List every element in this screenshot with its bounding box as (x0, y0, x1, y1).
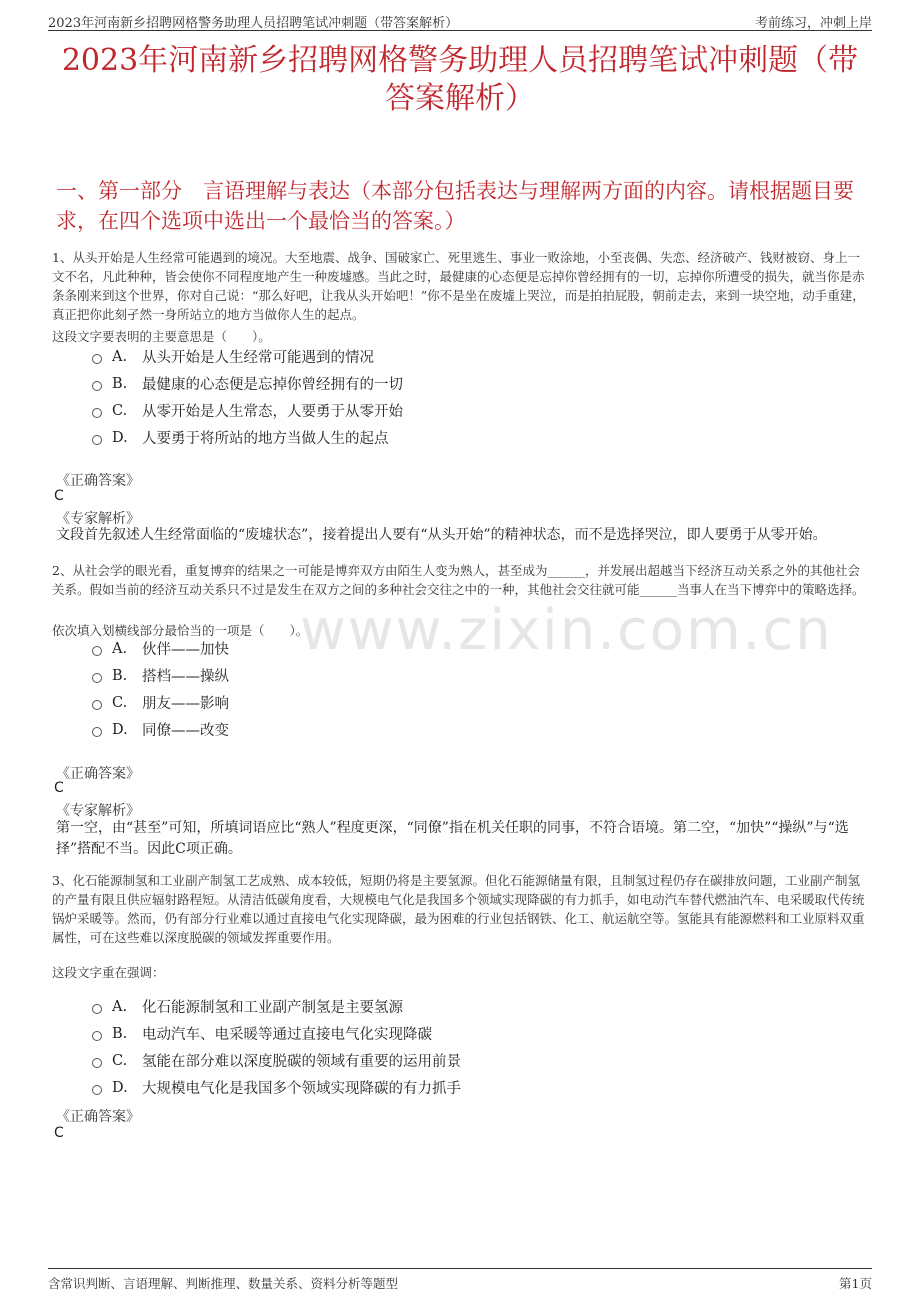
question-2-option-a[interactable]: A. 伙伴——加快 (92, 635, 229, 662)
question-2-analysis-label: 《专家解析》 (56, 803, 140, 819)
question-2-text: 2、从社会学的眼光看，重复博弈的结果之一可能是博弈双方由陌生人变为熟人，甚至成为______，并发展出超越当下经济互动关系之外的其他社会关系。假如当前的经济互动关系只不过是发生在双方之间的多种社会交往之中的一种，其他社会交往就可能______当事人在当下博弈中的策略选择。 (52, 563, 865, 597)
radio-icon[interactable] (92, 700, 102, 710)
page-header (48, 8, 872, 31)
question-3-option-c[interactable]: C. 氢能在部分难以深度脱碳的领域有重要的运用前景 (92, 1047, 461, 1074)
question-1-option-d[interactable]: D. 人要勇于将所站的地方当做人生的起点 (92, 424, 403, 451)
radio-icon[interactable] (92, 1031, 102, 1041)
question-1-answer: C (54, 488, 64, 504)
question-2-stem: 依次填入划横线部分最恰当的一项是（ ）。 (52, 623, 309, 638)
question-1-option-b[interactable]: B. 最健康的心态便是忘掉你曾经拥有的一切 (92, 370, 403, 397)
question-2-options (92, 635, 229, 743)
radio-icon[interactable] (92, 727, 102, 737)
question-3-option-a[interactable]: A. 化石能源制氢和工业副产制氢是主要氢源 (92, 993, 461, 1020)
question-1-option-a[interactable]: A. 从头开始是人生经常可能遇到的情况 (92, 343, 403, 370)
page-footer (48, 1268, 872, 1293)
header-slogan: 考前练习，冲刺上岸 (754, 16, 872, 31)
question-1-analysis-label: 《专家解析》 (56, 511, 140, 527)
page-number: 第1页 (839, 1276, 872, 1291)
document-title: 2023年河南新乡招聘网格警务助理人员招聘笔试冲刺题（带答案解析） (61, 43, 859, 116)
watermark: www.zixin.com.cn (300, 598, 833, 663)
question-2-option-b[interactable]: B. 搭档——操纵 (92, 662, 229, 689)
header-doc-title: 2023年河南新乡招聘网格警务助理人员招聘笔试冲刺题（带答案解析） (48, 16, 459, 31)
question-1-options (92, 343, 403, 451)
question-3-answer: C (54, 1125, 64, 1141)
section-heading: 一、第一部分 言语理解与表达（本部分包括表达与理解两方面的内容。请根据题目要求，在四个选项中选出一个最恰当的答案。） (56, 179, 854, 233)
question-2-option-c[interactable]: C. 朋友——影响 (92, 689, 229, 716)
radio-icon[interactable] (92, 381, 102, 391)
radio-icon[interactable] (92, 1085, 102, 1095)
question-3-option-d[interactable]: D. 大规模电气化是我国多个领域实现降碳的有力抓手 (92, 1074, 461, 1101)
question-3-answer-label: 《正确答案》 (56, 1109, 140, 1125)
question-3-option-b[interactable]: B. 电动汽车、电采暖等通过直接电气化实现降碳 (92, 1020, 461, 1047)
question-1-analysis: 文段首先叙述人生经常面临的“废墟状态”，接着提出人要有“从头开始”的精神状态，而不是选择哭泣，即人要勇于从零开始。 (56, 527, 827, 543)
question-3-text: 3、化石能源制氢和工业副产制氢工艺成熟、成本较低，短期仍将是主要氢源。但化石能源储量有限，且制氢过程仍存在碳排放问题，工业副产制氢的产量有限且供应辐射路程短。从清洁低碳角度看，大规模电气化是我国多个领域实现降碳的有力抓手，如电动汽车替代燃油汽车、电采暖取代传统锅炉采暖等。然而，仍有部分行业难以通过直接电气化实现降碳，最为困难的行业包括钢铁、化工、航运航空等。氢能具有能源燃料和工业原料双重属性，可在这些难以深度脱碳的领域发挥重要作用。 (52, 873, 865, 945)
question-2-answer-label: 《正确答案》 (56, 766, 140, 782)
question-2-answer: C (54, 780, 64, 796)
radio-icon[interactable] (92, 646, 102, 656)
radio-icon[interactable] (92, 1058, 102, 1068)
footer-note: 含常识判断、言语理解、判断推理、数量关系、资料分析等题型 (48, 1276, 399, 1291)
question-1-stem: 这段文字要表明的主要意思是（ ）。 (52, 329, 271, 344)
question-1-text: 1、从头开始是人生经常可能遇到的境况。大至地震、战争、国破家亡、死里逃生、事业一败涂地，小至丧偶、失恋、经济破产、钱财被窃、身上一文不名，凡此种种，皆会使你不同程度地产生一种废墟感。当此之时，最健康的心态便是忘掉你曾经拥有的一切，忘掉你所遭受的损失，就当你是赤条条刚来到这个世界，你对自己说：“那么好吧，让我从头开始吧！”你不是坐在废墟上哭泣，而是拍拍屁股，朝前走去，来到一块空地，动手重建，真正把你此刻孑然一身所站立的地方当做你人生的起点。 (52, 250, 865, 322)
question-1-answer-label: 《正确答案》 (56, 473, 140, 489)
question-3-stem: 这段文字重在强调： (52, 965, 165, 980)
radio-icon[interactable] (92, 435, 102, 445)
question-2-analysis: 第一空，由“甚至”可知，所填词语应比“熟人”程度更深，“同僚”指在机关任职的同事，不符合语境。第二空，“加快”“操纵”与“选择”搭配不当。因此C项正确。 (56, 820, 849, 857)
radio-icon[interactable] (92, 673, 102, 683)
question-1-option-c[interactable]: C. 从零开始是人生常态，人要勇于从零开始 (92, 397, 403, 424)
question-2-option-d[interactable]: D. 同僚——改变 (92, 716, 229, 743)
radio-icon[interactable] (92, 354, 102, 364)
radio-icon[interactable] (92, 408, 102, 418)
radio-icon[interactable] (92, 1004, 102, 1014)
question-3-options (92, 993, 461, 1101)
